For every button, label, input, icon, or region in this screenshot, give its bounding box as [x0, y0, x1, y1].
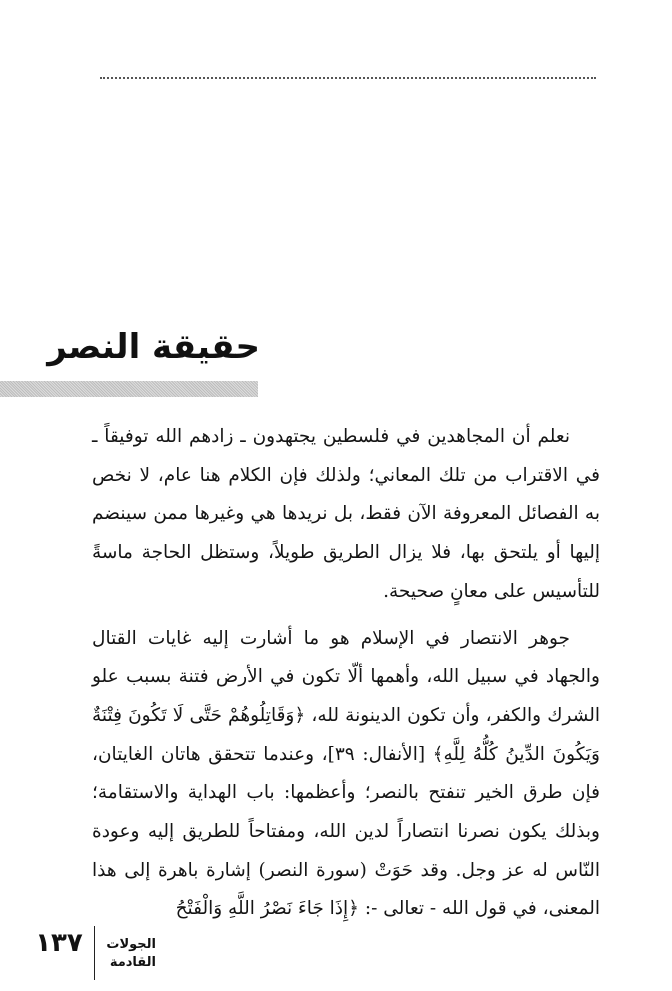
footer-divider: [94, 926, 95, 980]
running-book-title: [98, 936, 156, 972]
paragraph-2: جوهر الانتصار في الإسلام هو ما أشارت إليه غايات القتال والجهاد في سبيل الله، وأهمها ألّا تكون في الأرض فتنة بسبب علو الشرك والكفر، وأن تكون الدينونة لله، ﴿وَقَاتِلُوهُمْ حَتَّى لَا تَكُونَ فِتْنَةٌ وَيَكُونَ الدِّينُ كُلُّهُ لِلَّهِ﴾ [الأنفال: ٣٩]، وعندما تتحقق هاتان الغايتان، فإن طرق الخير تنفتح بالنصر؛ وأعظمها: باب الهداية والاستقامة؛ وبذلك يكون نصرنا انتصاراً لدين الله، ومفتاحاً للطريق إليه وعودة النّاس له عز وجل. وقد حَوَتْ (سورة النصر) إشارة باهرة إلى هذا المعنى، في قول الله - تعالى -: ﴿إِذَا جَاءَ نَصْرُ اللَّهِ وَالْفَتْحُ: [92, 627, 600, 920]
book-title-line-2: القادمة: [109, 955, 156, 970]
book-title-line-1: الجولات: [106, 937, 156, 952]
top-dotted-rule: [100, 77, 596, 79]
body-text: [92, 418, 600, 929]
page-number: ١٣٧: [35, 928, 83, 958]
title-underline-bar: [0, 381, 258, 397]
paragraph-1: نعلم أن المجاهدين في فلسطين يجتهدون ـ زادهم الله توفيقاً ـ في الاقتراب من تلك المعاني؛ ولذلك فإن الكلام هنا عام، لا نخص به الفصائل المعروفة الآن فقط، بل نريدها هي وغيرها ممن سينضم إليها أو يلتحق بها، فلا يزال الطريق طويلاً، وستظل الحاجة ماسةً للتأسيس على معانٍ صحيحة.: [92, 426, 600, 602]
chapter-title: حقيقة النصر: [47, 326, 260, 367]
